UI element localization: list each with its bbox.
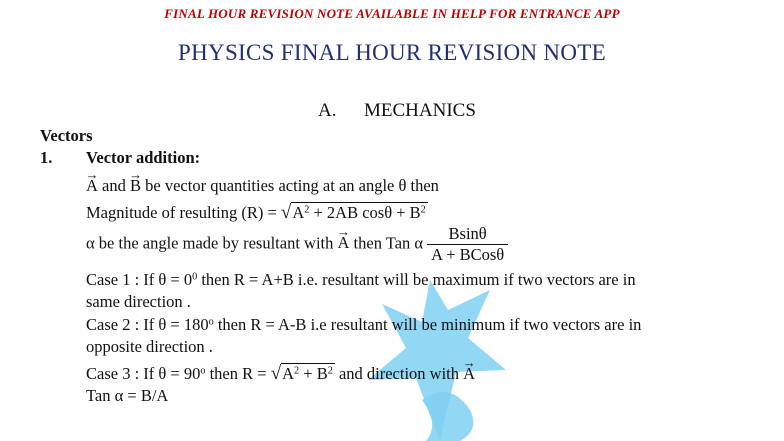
vector-a: → A xyxy=(463,364,475,384)
fraction-denominator: A + BCosθ xyxy=(431,245,505,264)
fraction-numerator: Bsinθ xyxy=(427,224,508,245)
tan-relation-line: Tan α = B/A xyxy=(86,386,169,405)
tan-fraction xyxy=(427,224,508,265)
watermark-swoosh xyxy=(422,392,473,441)
definition-line xyxy=(86,176,439,196)
definition-and: and xyxy=(97,176,130,195)
root-sign: √ xyxy=(270,363,282,384)
case-3-radicand: $A^2 + B^2$ xyxy=(282,364,333,383)
case-3-line: Case 3 : If $\theta = 90^o$ then $R = √A^2 + B^2$ and direction with → A xyxy=(86,363,475,385)
vector-a: → A xyxy=(86,176,98,196)
magnitude-prefix: Magnitude of resulting (R) = xyxy=(86,203,281,222)
direction-mid: then Tan α xyxy=(349,233,424,253)
promo-banner: FINAL HOUR REVISION NOTE AVAILABLE IN HELP FOR ENTRANCE APP xyxy=(164,6,620,21)
topic-heading: Vectors xyxy=(40,126,93,145)
vector-b: → B xyxy=(130,176,141,196)
section-heading xyxy=(318,100,476,122)
direction-prefix: be the angle made by resultant with xyxy=(94,233,338,253)
section-number: A. xyxy=(318,100,337,121)
definition-rest: be vector quantities acting at an angle θ then xyxy=(141,176,439,195)
page-title: PHYSICS FINAL HOUR REVISION NOTE xyxy=(178,40,606,65)
magnitude-line xyxy=(86,202,428,224)
item-heading xyxy=(40,148,200,168)
case-1-continuation: same direction . xyxy=(86,292,191,311)
root-sign: √ xyxy=(280,202,292,223)
case-2-line: Case 2 : If $\theta = 180^o$ then R = A-B i.e resultant will be minimum if two vectors are in xyxy=(86,315,642,334)
case-1-line: Case 1 : If $\theta = 0^0$ then R = A+B i.e. resultant will be maximum if two vectors are in xyxy=(86,270,636,289)
case-3-root xyxy=(271,363,335,385)
item-title: Vector addition: xyxy=(86,148,201,167)
alpha-symbol: α xyxy=(86,233,95,253)
magnitude-radicand: $A^2 + 2AB$ $\cos\theta + B^2$ xyxy=(292,203,426,222)
section-name: MECHANICS xyxy=(364,100,476,121)
magnitude-root xyxy=(281,202,428,224)
case-2-continuation: opposite direction . xyxy=(86,337,213,356)
direction-line xyxy=(86,224,508,265)
vector-a: → A xyxy=(338,233,350,253)
item-number: 1. xyxy=(40,148,53,167)
